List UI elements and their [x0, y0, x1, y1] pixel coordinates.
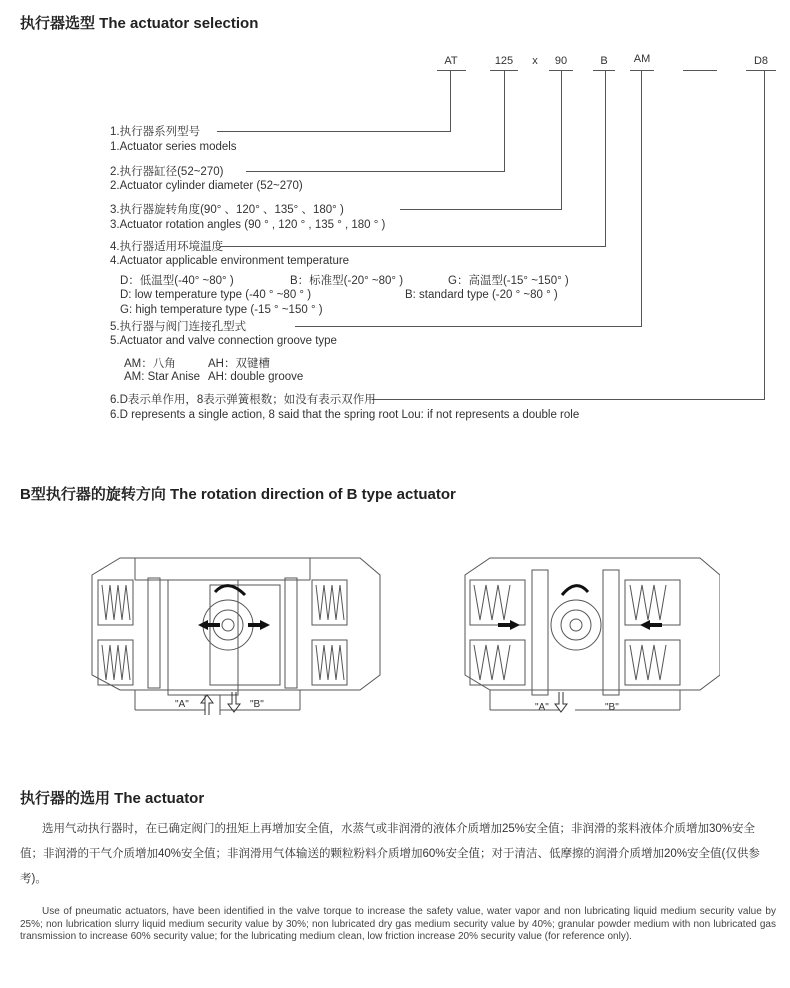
item4-cn: 4.执行器适用环境温度 — [110, 241, 224, 253]
item1-cn: 1.执行器系列型号 — [110, 126, 201, 138]
item1-en: 1.Actuator series models — [110, 141, 237, 153]
code-temp: B — [600, 55, 608, 67]
port-a-label-right: "A" — [535, 702, 549, 713]
section-title-selection: 执行器选型 The actuator selection — [20, 15, 259, 32]
code-times: x — [532, 55, 538, 67]
port-a-label-left: "A" — [175, 699, 189, 710]
temp-cn-g: G：高温型(-15° ~150° ) — [448, 275, 569, 287]
actuator-diagram-inward — [465, 558, 720, 710]
temp-cn-b: B：标准型(-20° ~80° ) — [290, 275, 404, 287]
item6-en: 6.D represents a single action, 8 said that the spring root Lou: if not represents a double role — [110, 409, 580, 421]
temp-en-d: D: low temperature type (-40 ° ~80 ° ) — [120, 289, 312, 301]
temp-en-b: B: standard type (-20 ° ~80 ° ) — [405, 289, 558, 301]
usage-paragraph-cn: 选用气动执行器时，在已确定阀门的扭矩上再增加安全值，水蒸气或非润滑的液体介质增加25%安全值；非润滑的浆料液体介质增加30%安全值；非润滑的干气介质增加40%安全值；非润滑用气体输送的颗粒粉料介质增加60%安全值；对于清洁、低摩擦的润滑介质增加20%安全值(仅供参考)。 — [20, 823, 760, 885]
section-title-usage: 执行器的选用 The actuator — [20, 790, 205, 807]
item4-en: 4.Actuator applicable environment temperature — [110, 255, 350, 267]
item5-en: 5.Actuator and valve connection groove type — [110, 335, 337, 347]
code-blank — [683, 70, 717, 71]
actuator-diagram-outward — [92, 558, 380, 715]
item5-cn: 5.执行器与阀门连接孔型式 — [110, 321, 247, 333]
port-b-label-left: "B" — [250, 699, 264, 710]
temp-en-g: G: high temperature type (-15 ° ~150 ° ) — [120, 304, 323, 316]
groove-cn-ah: AH：双键槽 — [208, 358, 270, 370]
groove-en-ah: AH: double groove — [208, 371, 304, 383]
arrow-up-icon — [201, 695, 213, 715]
groove-cn-am: AM：八角 — [124, 358, 176, 370]
rotation-diagrams — [80, 540, 720, 720]
code-angle: 90 — [554, 55, 568, 67]
arrow-down-icon — [555, 692, 567, 712]
code-action: D8 — [753, 55, 769, 67]
temp-cn-d: D：低温型(-40° ~80° ) — [120, 275, 234, 287]
port-b-label-right: "B" — [605, 702, 619, 713]
item3-cn: 3.执行器旋转角度(90° 、120° 、135° 、180° ) — [110, 204, 344, 216]
usage-paragraph-en: Use of pneumatic actuators, have been identified in the valve torque to increase the safety value, water vapor and non lubricating liquid medium security value by 25%; non lubrication slurry liquid medium security value by 30%; non lubricated dry gas medium security value by 40%; granular powder medium with non lubricated gas transmission to increase 60% security value; for the lubricating medium clean, low friction increase 20% security value (for reference only). — [20, 906, 776, 942]
code-diameter: 125 — [494, 55, 514, 67]
groove-en-am: AM: Star Anise — [124, 371, 201, 383]
code-series: AT — [444, 55, 458, 67]
item3-en: 3.Actuator rotation angles (90 ° , 120 ° , 135 ° , 180 ° ) — [110, 219, 386, 231]
code-groove: AM — [633, 53, 651, 65]
section-title-rotation: B型执行器的旋转方向 The rotation direction of B type actuator — [20, 486, 456, 503]
item2-en: 2.Actuator cylinder diameter (52~270) — [110, 180, 303, 192]
item6-cn: 6.D表示单作用，8表示弹簧根数；如没有表示双作用 — [110, 394, 376, 406]
item2-cn: 2.执行器缸径(52~270) — [110, 166, 224, 178]
